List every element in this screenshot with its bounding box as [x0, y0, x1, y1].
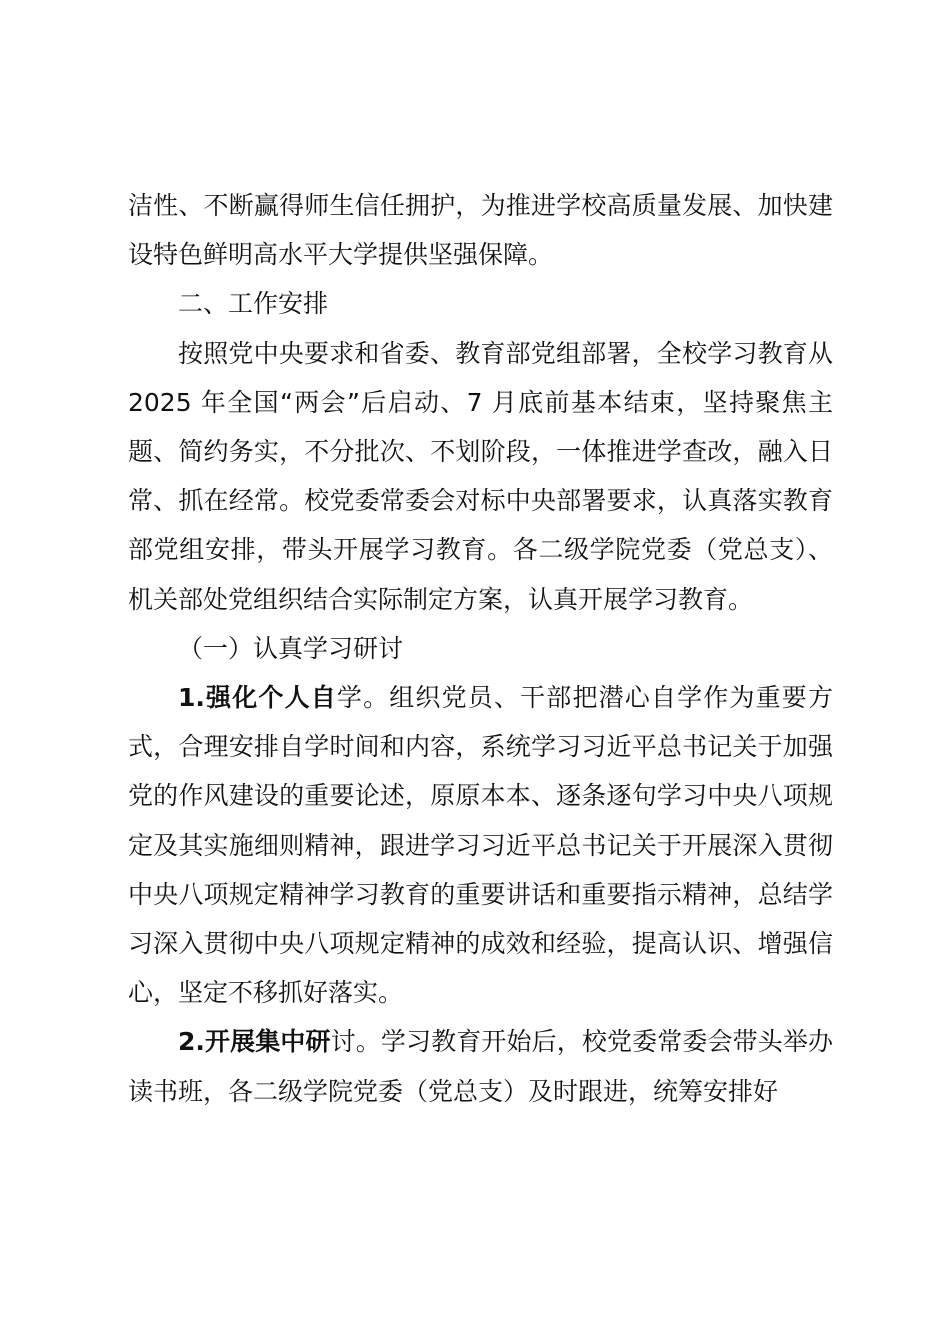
paragraph-continuation: 洁性、不断赢得师生信任拥护，为推进学校高质量发展、加快建设特色鲜明高水平大学提供坚强保障。 [128, 191, 833, 270]
document-body [128, 181, 833, 1116]
paragraph-item-2 [128, 1017, 833, 1115]
item-2-text: 讨。学习教育开始后，校党委常委会带头举办读书班，各二级学院党委（党总支）及时跟进，统筹安排好 [128, 1027, 833, 1106]
paragraph-work-arrangement: 按照党中央要求和省委、教育部党组部署，全校学习教育从 2025 年全国“两会”后启动、7 月底前基本结束，坚持聚焦主题、简约务实，不分批次、不划阶段，一体推进学查改，融入日常、抓在经常。校党委常委会对标中央部署要求，认真落实教育部党组安排，带头开展学习教育。各二级学院党委（党总支）、机关部处党组织结合实际制定方案，认真开展学习教育。 [128, 338, 833, 614]
item-1-text: 学。组织党员、干部把潜心自学作为重要方式，合理安排自学时间和内容，系统学习习近平总书记关于加强党的作风建设的重要论述，原原本本、逐条逐句学习中央八项规定及其实施细则精神，跟进学习习近平总书记关于开展深入贯彻中央八项规定精神学习教育的重要讲话和重要指示精神，总结学习深入贯彻中央八项规定精神的成效和经验，提高认识、增强信心，坚定不移抓好落实。 [128, 683, 833, 1008]
paragraph-item-1 [128, 673, 833, 1017]
item-2-bold-heading: 2.开展集中研 [178, 1027, 331, 1057]
subsection-heading: （一）认真学习研讨 [178, 633, 404, 663]
item-1-bold-heading: 1.强化个人自 [178, 683, 337, 713]
section-heading: 二、工作安排 [178, 289, 329, 319]
